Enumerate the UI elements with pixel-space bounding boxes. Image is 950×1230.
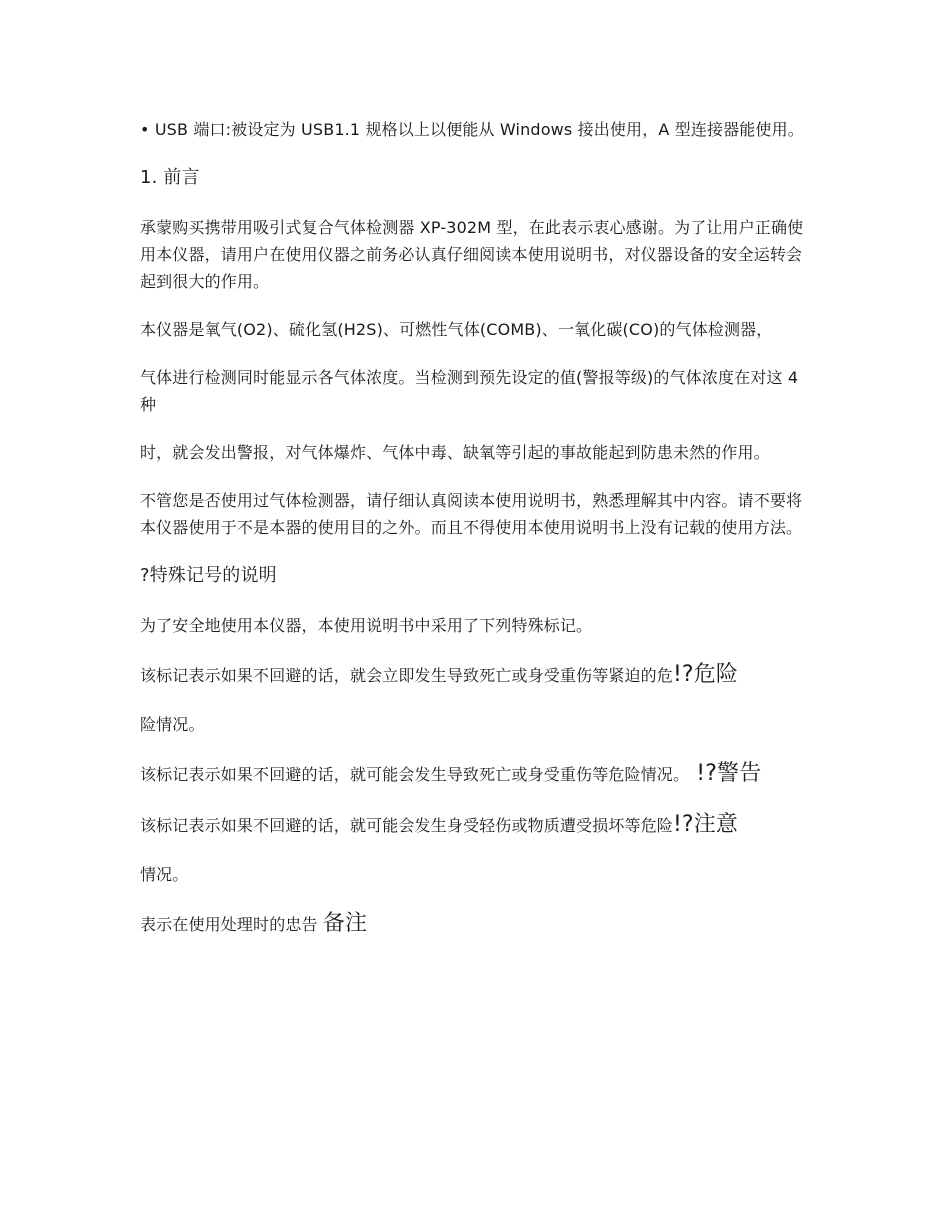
danger-label: !?危险: [672, 662, 739, 687]
caution-text: 该标记表示如果不回避的话，就可能会发生身受轻伤或物质遭受损坏等危险: [140, 816, 673, 835]
note-text: 表示在使用处理时的忠告: [140, 915, 323, 934]
danger-symbol-description: [140, 660, 812, 690]
warning-label: !?警告: [689, 761, 762, 786]
note-symbol-description: [140, 909, 812, 939]
danger-text: 该标记表示如果不回避的话，就会立即发生导致死亡或身受重伤等紧迫的危: [140, 666, 673, 685]
device-description-paragraph: 本仪器是氧气(O2)、硫化氢(H2S)、可燃性气体(COMB)、一氧化碳(CO)的气体检测器，: [140, 320, 773, 339]
note-label: 备注: [322, 911, 368, 936]
detection-paragraph: 气体进行检测同时能显示各气体浓度。当检测到预先设定的值(警报等级)的气体浓度在对这 4 种: [140, 368, 799, 414]
document-page: [140, 116, 812, 960]
danger-continuation: 险情况。: [140, 715, 205, 734]
caution-symbol-description: [140, 810, 812, 840]
intro-paragraph: 承蒙购买携带用吸引式复合气体检测器 XP-302M 型，在此表示衷心感谢。为了让用户正确使用本仪器，请用户在使用仪器之前务必认真仔细阅读本使用说明书，对仪器设备的安全运转会起到很大的作用。: [140, 218, 804, 291]
special-symbols-heading: ?特殊记号的说明: [140, 565, 277, 586]
usb-port-note: • USB 端口:被设定为 USB1.1 规格以上以便能从 Windows 接出使用，A 型连接器能使用。: [140, 120, 804, 139]
warning-text: 该标记表示如果不回避的话，就可能会发生导致死亡或身受重伤等危险情况。: [140, 765, 690, 784]
warning-symbol-description: [140, 759, 812, 789]
caution-continuation: 情况。: [140, 865, 189, 884]
section-heading-preface: 1. 前言: [140, 167, 200, 188]
alarm-paragraph: 时，就会发出警报，对气体爆炸、气体中毒、缺氧等引起的事故能起到防患未然的作用。: [140, 443, 770, 462]
caution-label: !?注意: [672, 812, 739, 837]
special-symbols-intro: 为了安全地使用本仪器，本使用说明书中采用了下列特殊标记。: [140, 616, 593, 635]
read-manual-paragraph: 不管您是否使用过气体检测器，请仔细认真阅读本使用说明书，熟悉理解其中内容。请不要将本仪器使用于不是本器的使用目的之外。而且不得使用本使用说明书上没有记载的使用方法。: [140, 491, 803, 537]
